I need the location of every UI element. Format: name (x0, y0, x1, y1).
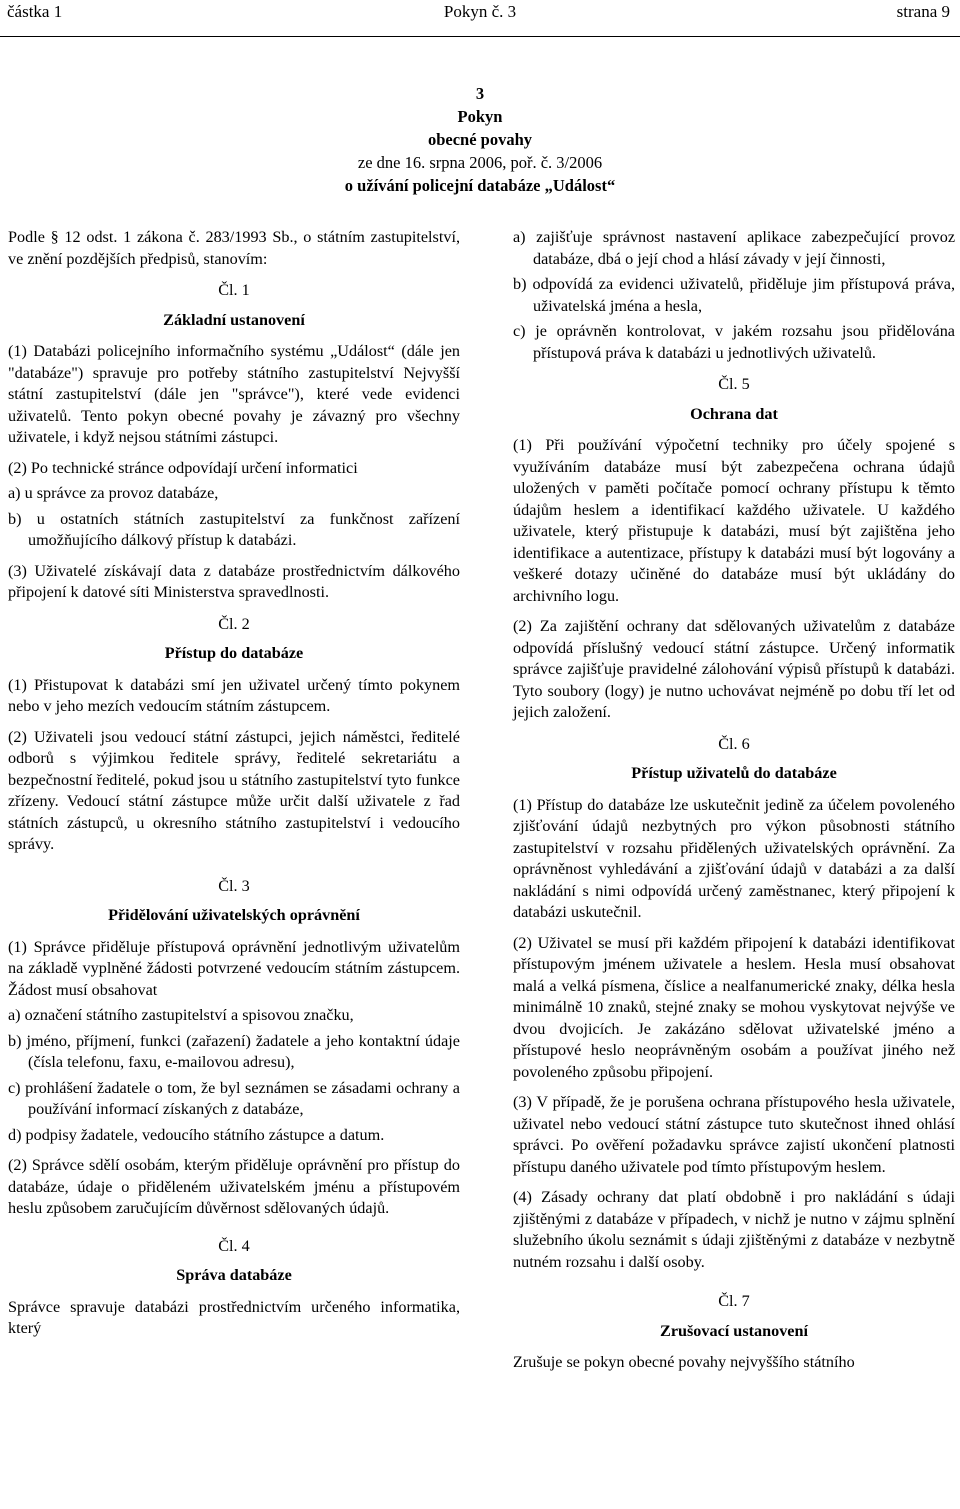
article-3-para-1: (1) Správce přiděluje přístupová oprávnění jednotlivým uživatelům na základě vyplněné žádosti potvrzené vedoucím státním zástupcem. Žádost musí obsahovat (8, 937, 460, 999)
article-1-para-3: (3) Uživatelé získávají data z databáze prostřednictvím dálkového připojení k datové síti Ministerstva spravedlnosti. (8, 561, 460, 601)
article-3-heading: Přidělování uživatelských oprávnění (108, 906, 360, 924)
article-2-para-2: (2) Uživateli jsou vedoucí státní zástupci, jejich náměstci, ředitelé odborů s výjimkou ředitele správy, ředitelé sekretariátu a bezpečnostní ředitelé, pokud jsou u státního zastupitelství tyto funkce zřízeny. Vedoucí státní zástupce může určit další uživatele z řad státních zástupců, u okresního státního zastupitelství i vedoucího správy. (8, 727, 460, 853)
article-6-heading: Přístup uživatelů do databáze (631, 764, 837, 782)
article-3-number: Čl. 3 (218, 876, 250, 895)
article-4-number: Čl. 4 (218, 1236, 250, 1255)
running-header (0, 0, 960, 38)
article-2-heading: Přístup do databáze (164, 644, 304, 662)
article-3-para-2: (2) Správce sdělí osobám, kterým přiděluje oprávnění pro přístup do databáze, údaje o přiděleném uživatelském jménu a přístupovém heslu způsobem zaručujícím důvěrnost sdělovaných údajů. (8, 1156, 460, 1217)
article-4-item-a: a) zajišťuje správnost nastavení aplikace zabezpečující provoz databáze, dbá o její chod a hlásí závady v její činnosti, (513, 228, 955, 268)
article-6-para-3: (3) V případě, že je porušena ochrana přístupového hesla uživatele, uživatel nebo vedoucí státní zástupce tuto skutečnost ihned ohlásí správci. Po ověření požadavku správce zajistí ukončení platnosti přístupu daného uživatele pod tímto přístupovým heslem. (513, 1093, 955, 1176)
article-4-para-1: Správce spravuje databázi prostřednictvím určeného informatika, který (8, 1297, 460, 1337)
article-6-number: Čl. 6 (718, 734, 750, 753)
article-7-para-1: Zrušuje se pokyn obecné povahy nejvyššího státního (513, 1353, 855, 1371)
article-5-para-1: (1) Při používání výpočetní techniky pro účely spojené s využíváním databáze musí být zabezpečena ochrana údajů uložených v paměti počítače pomocí ochrany přístupu k těmto údajům heslem a identifikací každého uživatele. U každého uživatele, který přistupuje k databázi, musí být zajištěna jeho identifikace a autentizace, přístupy k databázi musí být logovány a veškeré dotazy učiněné do databáze musí být ukládány do archivního logu. (513, 436, 955, 605)
right-column (513, 227, 955, 1383)
article-1-number: Čl. 1 (218, 281, 250, 299)
article-5-number: Čl. 5 (718, 375, 750, 393)
article-4-item-b: b) odpovídá za evidenci uživatelů, přiděluje jim přístupová práva, uživatelská jména a hesla, (513, 275, 955, 315)
article-1-item-b: b) u ostatních státních zastupitelství za funkčnost zařízení umožňujícího dálkový přístup k databázi. (8, 509, 460, 549)
article-1-para-1: (1) Databázi policejního informačního systému „Událost“ (dále jen "databáze") spravuje pro potřeby státního zastupitelství Nejvyšší státní zastupitelství (dále jen "správce"), které vede evidenci uživatelů. Tento pokyn obecné povahy je závazný pro všechny uživatele, i když nejsou státními zástupci. (8, 342, 460, 446)
article-6-para-2: (2) Uživatel se musí při každém připojení k databázi identifikovat přístupovým jménem uživatele a heslem. Hesla musí obsahovat malá a velká písmena, číslice a nealfanumerické znaky, délka hesla minimálně 10 znaků, stejné znaky se mohou vyskytovat nejvýše ve dvou dvojicích. Je zakázáno sdělovat uživatelské jméno a přístupové heslo neoprávněným osobám a používat jiného než povoleného způsobu připojení. (513, 933, 955, 1081)
title-subject: o užívání policejní databáze „Událost“ (344, 176, 616, 195)
intro-paragraph: Podle § 12 odst. 1 zákona č. 283/1993 Sb., o státním zastupitelství, ve znění pozdějších předpisů, stanovím: (8, 228, 460, 268)
header-rule (0, 36, 960, 37)
article-5-heading: Ochrana dat (690, 404, 778, 423)
article-3-item-a: a) označení státního zastupitelství a spisovou značku, (8, 1006, 354, 1024)
header-page-number: strana 9 (896, 2, 950, 21)
article-1-para-2: (2) Po technické stránce odpovídají určení informatici (8, 458, 358, 477)
article-3-item-d: d) podpisy žadatele, vedoucího státního zástupce a datum. (8, 1125, 385, 1144)
title-date: ze dne 16. srpna 2006, poř. č. 3/2006 (357, 153, 603, 172)
article-4-heading: Správa databáze (176, 1266, 292, 1284)
header-document: Pokyn č. 3 (443, 2, 517, 21)
article-6-para-1: (1) Přístup do databáze lze uskutečnit jedině za účelem povoleného zjišťování údajů nezbytných pro výkon působnosti státního zastupitelství v rozsahu přidělených uživatelských oprávnění. Za oprávněnost vyhledávání a zjišťování údajů v databázi a za další nakládání s nimi odpovídá určený zaměstnanec, který připojení k databázi uskutečnil. (513, 795, 955, 921)
article-7-number: Čl. 7 (718, 1292, 750, 1310)
left-column (8, 227, 460, 1349)
article-7-heading: Zrušovací ustanovení (660, 1321, 808, 1340)
article-4-item-c: c) je oprávněn kontrolovat, v jakém rozsahu jsou přidělována přístupová práva k databázi u jednotlivých uživatelů. (513, 322, 955, 362)
document-title (0, 82, 960, 197)
title-kind: obecné povahy (427, 130, 533, 149)
header-issue: částka 1 (7, 2, 63, 21)
article-3-item-c: c) prohlášení žadatele o tom, že byl seznámen se zásadami ochrany a používání informací získaných z databáze, (8, 1078, 460, 1118)
title-word: Pokyn (457, 107, 503, 126)
article-6-para-4: (4) Zásady ochrany dat platí obdobně i pro nakládání s údaji zjištěnými z databáze v případech, v nichž je nutno v zájmu splnění služebního úkolu seznámit s údaji zjištěnými z databáze v nezbytně nutném rozsahu i další osoby. (513, 1188, 955, 1271)
article-2-number: Čl. 2 (218, 614, 250, 633)
article-2-para-1: (1) Přistupovat k databázi smí jen uživatel určený tímto pokynem nebo v jeho mezích vedoucím státním zástupcem. (8, 675, 460, 715)
article-3-item-b: b) jméno, příjmení, funkci (zařazení) žadatele a jeho kontaktní údaje (čísla telefonu, faxu, e-mailovou adresu), (8, 1031, 460, 1071)
title-number: 3 (475, 84, 485, 103)
article-1-item-a: a) u správce za provoz databáze, (8, 484, 219, 502)
article-5-para-2: (2) Za zajištění ochrany dat sdělovaných uživatelům z databáze odpovídá příslušný vedoucí státní zástupce. Určený informatik správce zajišťuje pravidelné zálohování výpisů přístupů k databázi. Tyto soubory (logy) je nutno uchovávat nejméně po dobu tří let od jejich založení. (513, 617, 955, 721)
article-1-heading: Základní ustanovení (163, 310, 305, 329)
